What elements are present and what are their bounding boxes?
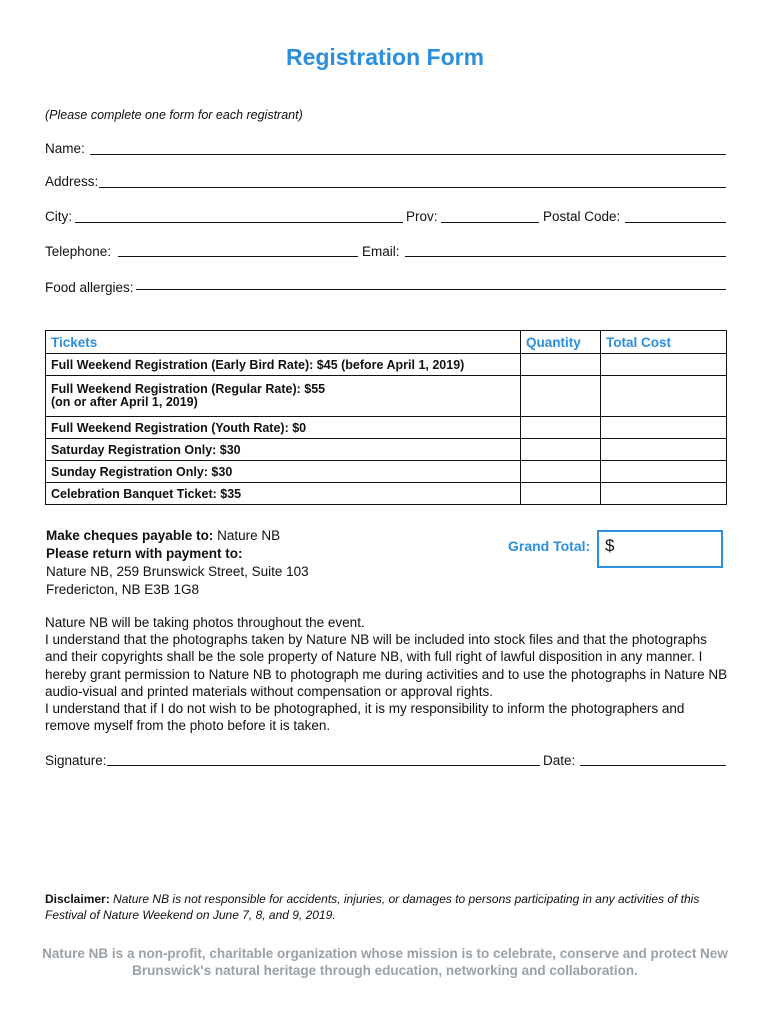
telephone-label: Telephone:: [45, 244, 112, 259]
postal-code-field[interactable]: [625, 222, 726, 223]
total-cost-cell[interactable]: [601, 439, 727, 461]
payment-info: [46, 527, 309, 599]
table-row: [46, 376, 727, 417]
quantity-cell[interactable]: [521, 376, 601, 417]
quantity-cell[interactable]: [521, 483, 601, 505]
signature-label: Signature:: [45, 753, 107, 768]
return-label: Please return with payment to:: [46, 546, 243, 561]
total-cost-cell[interactable]: [601, 376, 727, 417]
consent-paragraph: I understand that if I do not wish to be photographed, it is my responsibility to inform the photographers and remove myself from the photo before it is taken.: [45, 701, 685, 734]
address-field[interactable]: [99, 187, 726, 188]
city-field[interactable]: [75, 222, 403, 223]
disclaimer-label: Disclaimer:: [45, 892, 110, 906]
email-label: Email:: [362, 244, 400, 259]
page-title: Registration Form: [285, 44, 485, 70]
grand-total-label: Grand Total:: [508, 538, 591, 554]
table-row: [46, 483, 727, 505]
postal-code-label: Postal Code:: [543, 209, 621, 224]
ticket-youth: Full Weekend Registration (Youth Rate): $0: [46, 417, 521, 439]
cheques-label: Make cheques payable to:: [46, 528, 214, 543]
date-label: Date:: [543, 753, 576, 768]
ticket-regular-line2: (on or after April 1, 2019): [51, 395, 198, 409]
ticket-early-bird: Full Weekend Registration (Early Bird Rate): $45 (before April 1, 2019): [46, 354, 521, 376]
ticket-sunday: Sunday Registration Only: $30: [46, 461, 521, 483]
return-address-line1: Nature NB, 259 Brunswick Street, Suite 103: [46, 564, 309, 579]
prov-label: Prov:: [406, 209, 438, 224]
table-row: [46, 439, 727, 461]
return-address-line2: Fredericton, NB E3B 1G8: [46, 582, 200, 597]
quantity-cell[interactable]: [521, 354, 601, 376]
ticket-saturday: Saturday Registration Only: $30: [46, 439, 521, 461]
quantity-cell[interactable]: [521, 461, 601, 483]
consent-paragraph: Nature NB will be taking photos throughout the event.: [45, 615, 365, 630]
email-field[interactable]: [405, 256, 726, 257]
tickets-header: Tickets: [46, 331, 521, 354]
table-row: [46, 461, 727, 483]
ticket-banquet: Celebration Banquet Ticket: $35: [46, 483, 521, 505]
tickets-table: [45, 330, 727, 505]
name-label: Name:: [45, 141, 85, 156]
telephone-field[interactable]: [118, 256, 358, 257]
prov-field[interactable]: [441, 222, 539, 223]
ticket-regular-line1: Full Weekend Registration (Regular Rate): $55: [51, 382, 326, 396]
quantity-header: Quantity: [521, 331, 601, 354]
ticket-regular: [46, 376, 521, 417]
name-field[interactable]: [90, 154, 726, 155]
table-row: [46, 417, 727, 439]
city-label: City:: [45, 209, 72, 224]
signature-field[interactable]: [107, 765, 540, 766]
disclaimer: [45, 891, 735, 923]
quantity-cell[interactable]: [521, 439, 601, 461]
grand-total-field[interactable]: [597, 530, 723, 568]
food-allergies-field[interactable]: [136, 289, 726, 290]
food-allergies-label: Food allergies:: [45, 280, 134, 295]
disclaimer-text: Nature NB is not responsible for accidents, injuries, or damages to persons participating in any activities of this Festival of Nature Weekend on June 7, 8, and 9, 2019.: [45, 892, 700, 922]
cheques-payee: Nature NB: [217, 528, 281, 543]
mission-statement: Nature NB is a non-profit, charitable organization whose mission is to celebrate, conserve and protect New Brunswick's natural heritage through education, networking and collaboration.: [42, 946, 728, 978]
grand-total-currency: $: [605, 536, 615, 555]
photo-consent: [45, 614, 730, 734]
table-row: [46, 354, 727, 376]
total-cost-cell[interactable]: [601, 354, 727, 376]
total-cost-cell[interactable]: [601, 483, 727, 505]
total-cost-cell[interactable]: [601, 461, 727, 483]
total-cost-cell[interactable]: [601, 417, 727, 439]
consent-paragraph: I understand that the photographs taken by Nature NB will be included into stock files and that the photographs and their copyrights shall be the sole property of Nature NB, with full right of lawful disposition in any manner. I hereby grant permission to Nature NB to photograph me during activities and to use the photographs in Nature NB audio-visual and printed materials without compensation or approval rights.: [45, 632, 728, 699]
quantity-cell[interactable]: [521, 417, 601, 439]
form-instructions: (Please complete one form for each registrant): [45, 108, 303, 122]
address-label: Address:: [45, 174, 99, 189]
date-field[interactable]: [580, 765, 726, 766]
table-header-row: [46, 331, 727, 354]
total-cost-header: Total Cost: [601, 331, 727, 354]
